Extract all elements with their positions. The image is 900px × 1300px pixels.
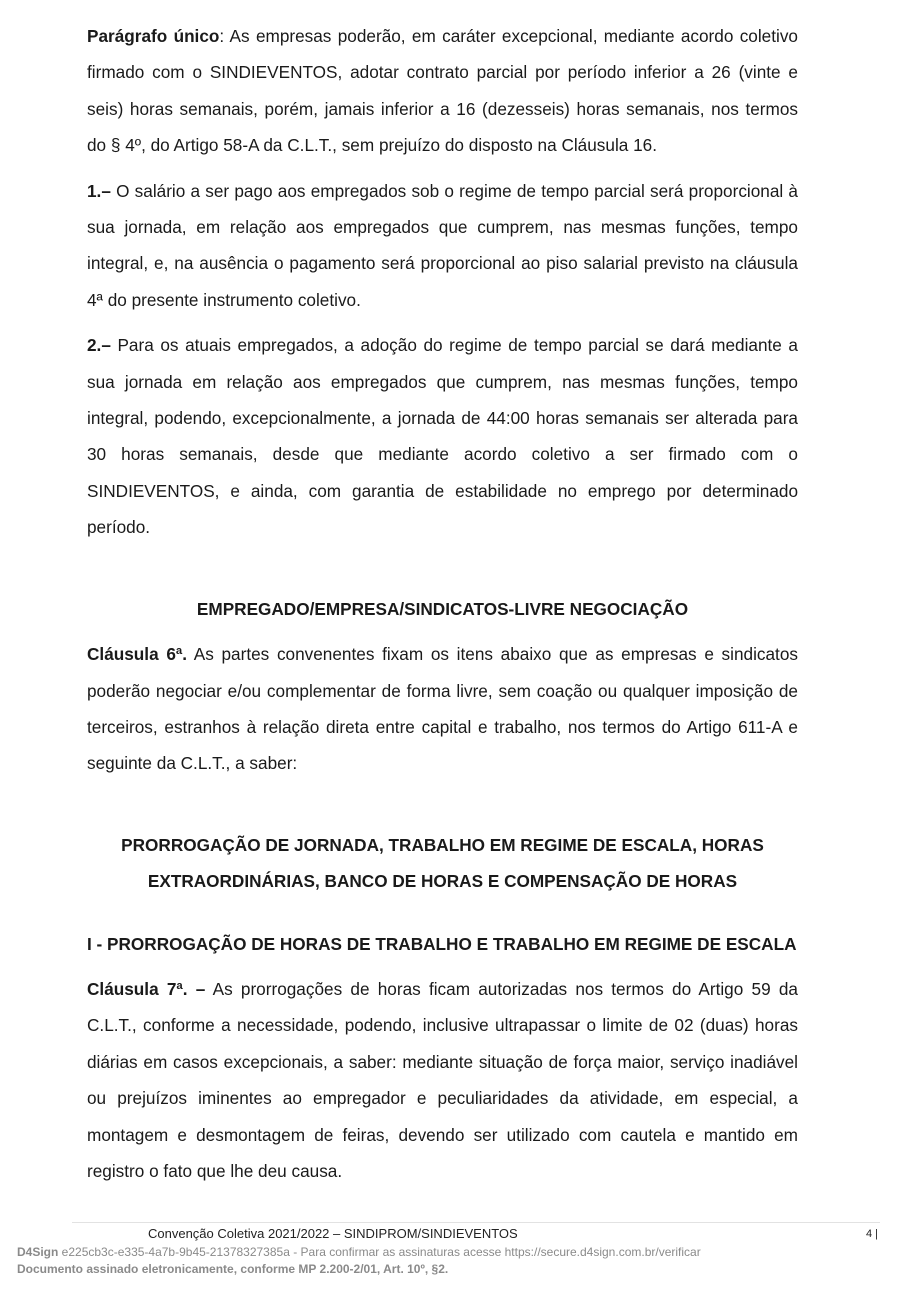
main-heading-line-1: PRORROGAÇÃO DE JORNADA, TRABALHO EM REGIME DE ESCALA, HORAS bbox=[121, 834, 764, 855]
item-2-text: Para os atuais empregados, a adoção do regime de tempo parcial se dará mediante a sua jornada em relação aos empregados que cumprem, nas mesmas funções, tempo integral, podendo, excepcionalmente, a jornada de 44:00 horas semanais ser alterada para 30 horas semanais, desde que mediante acordo coletivo a ser firmado com o SINDIEVENTOS, e ainda, com garantia de estabilidade no emprego por determinado período. bbox=[87, 335, 798, 538]
item-1-lead: 1.– bbox=[87, 180, 111, 201]
signature-brand: D4Sign bbox=[17, 1245, 59, 1259]
signature-legal-note: Documento assinado eletronicamente, conforme MP 2.200-2/01, Art. 10º, §2. bbox=[17, 1262, 449, 1276]
item-2-lead: 2.– bbox=[87, 335, 111, 356]
paragrafo-unico-lead: Parágrafo único bbox=[87, 26, 220, 46]
item-1 bbox=[87, 173, 798, 319]
signature-verification-text: e225cb3c-e335-4a7b-9b45-21378327385a - Para confirmar as assinaturas acesse https://secure.d4sign.com.br/verificar bbox=[58, 1245, 701, 1259]
item-1-text: O salário a ser pago aos empregados sob o regime de tempo parcial será proporcional à sua jornada, em relação aos empregados que cumprem, nas mesmas funções, tempo integral, e, na ausência o pagamento será proporcional ao piso salarial previsto na cláusula 4ª do presente instrumento coletivo. bbox=[87, 180, 798, 310]
footer-divider bbox=[72, 1222, 880, 1223]
clausula-6 bbox=[87, 636, 798, 782]
clausula-7-lead: Cláusula 7ª. – bbox=[87, 978, 206, 999]
signature-verification bbox=[17, 1245, 701, 1259]
clausula-7 bbox=[87, 971, 798, 1189]
main-heading-line-2: EXTRAORDINÁRIAS, BANCO DE HORAS E COMPENSAÇÃO DE HORAS bbox=[147, 871, 738, 892]
footer-title: Convenção Coletiva 2021/2022 – SINDIPROM/SINDIEVENTOS bbox=[148, 1226, 518, 1241]
item-2 bbox=[87, 327, 798, 545]
sub-heading: I - PRORROGAÇÃO DE HORAS DE TRABALHO E TRABALHO EM REGIME DE ESCALA bbox=[87, 933, 797, 954]
page-number: 4 | bbox=[866, 1228, 879, 1240]
clausula-6-text: As partes convenentes fixam os itens abaixo que as empresas e sindicatos poderão negociar e/ou complementar de forma livre, sem coação ou qualquer imposição de terceiros, estranhos à relação direta entre capital e trabalho, nos termos do Artigo 611-A e seguinte da C.L.T., a saber: bbox=[87, 644, 798, 774]
clausula-6-lead: Cláusula 6ª. bbox=[87, 644, 188, 665]
paragrafo-unico bbox=[87, 18, 798, 164]
section-title: EMPREGADO/EMPRESA/SINDICATOS-LIVRE NEGOCIAÇÃO bbox=[196, 598, 689, 619]
clausula-7-text: As prorrogações de horas ficam autorizadas nos termos do Artigo 59 da C.L.T., conforme a necessidade, podendo, inclusive ultrapassar o limite de 02 (duas) horas diárias em casos excepcionais, a saber: mediante situação de força maior, serviço inadiável ou prejuízos iminentes ao empregador e peculiaridades da atividade, em especial, a montagem e desmontagem de feiras, devendo ser utilizado com cautela e mantido em registro o fato que lhe deu causa. bbox=[87, 978, 798, 1181]
paragrafo-unico-text: : As empresas poderão, em caráter excepcional, mediante acordo coletivo firmado com o SINDIEVENTOS, adotar contrato parcial por período inferior a 26 (vinte e seis) horas semanais, porém, jamais inferior a 16 (dezesseis) horas semanais, nos termos do § 4º, do Artigo 58-A da C.L.T., sem prejuízo do disposto na Cláusula 16. bbox=[87, 26, 798, 156]
document-body bbox=[87, 18, 798, 1189]
